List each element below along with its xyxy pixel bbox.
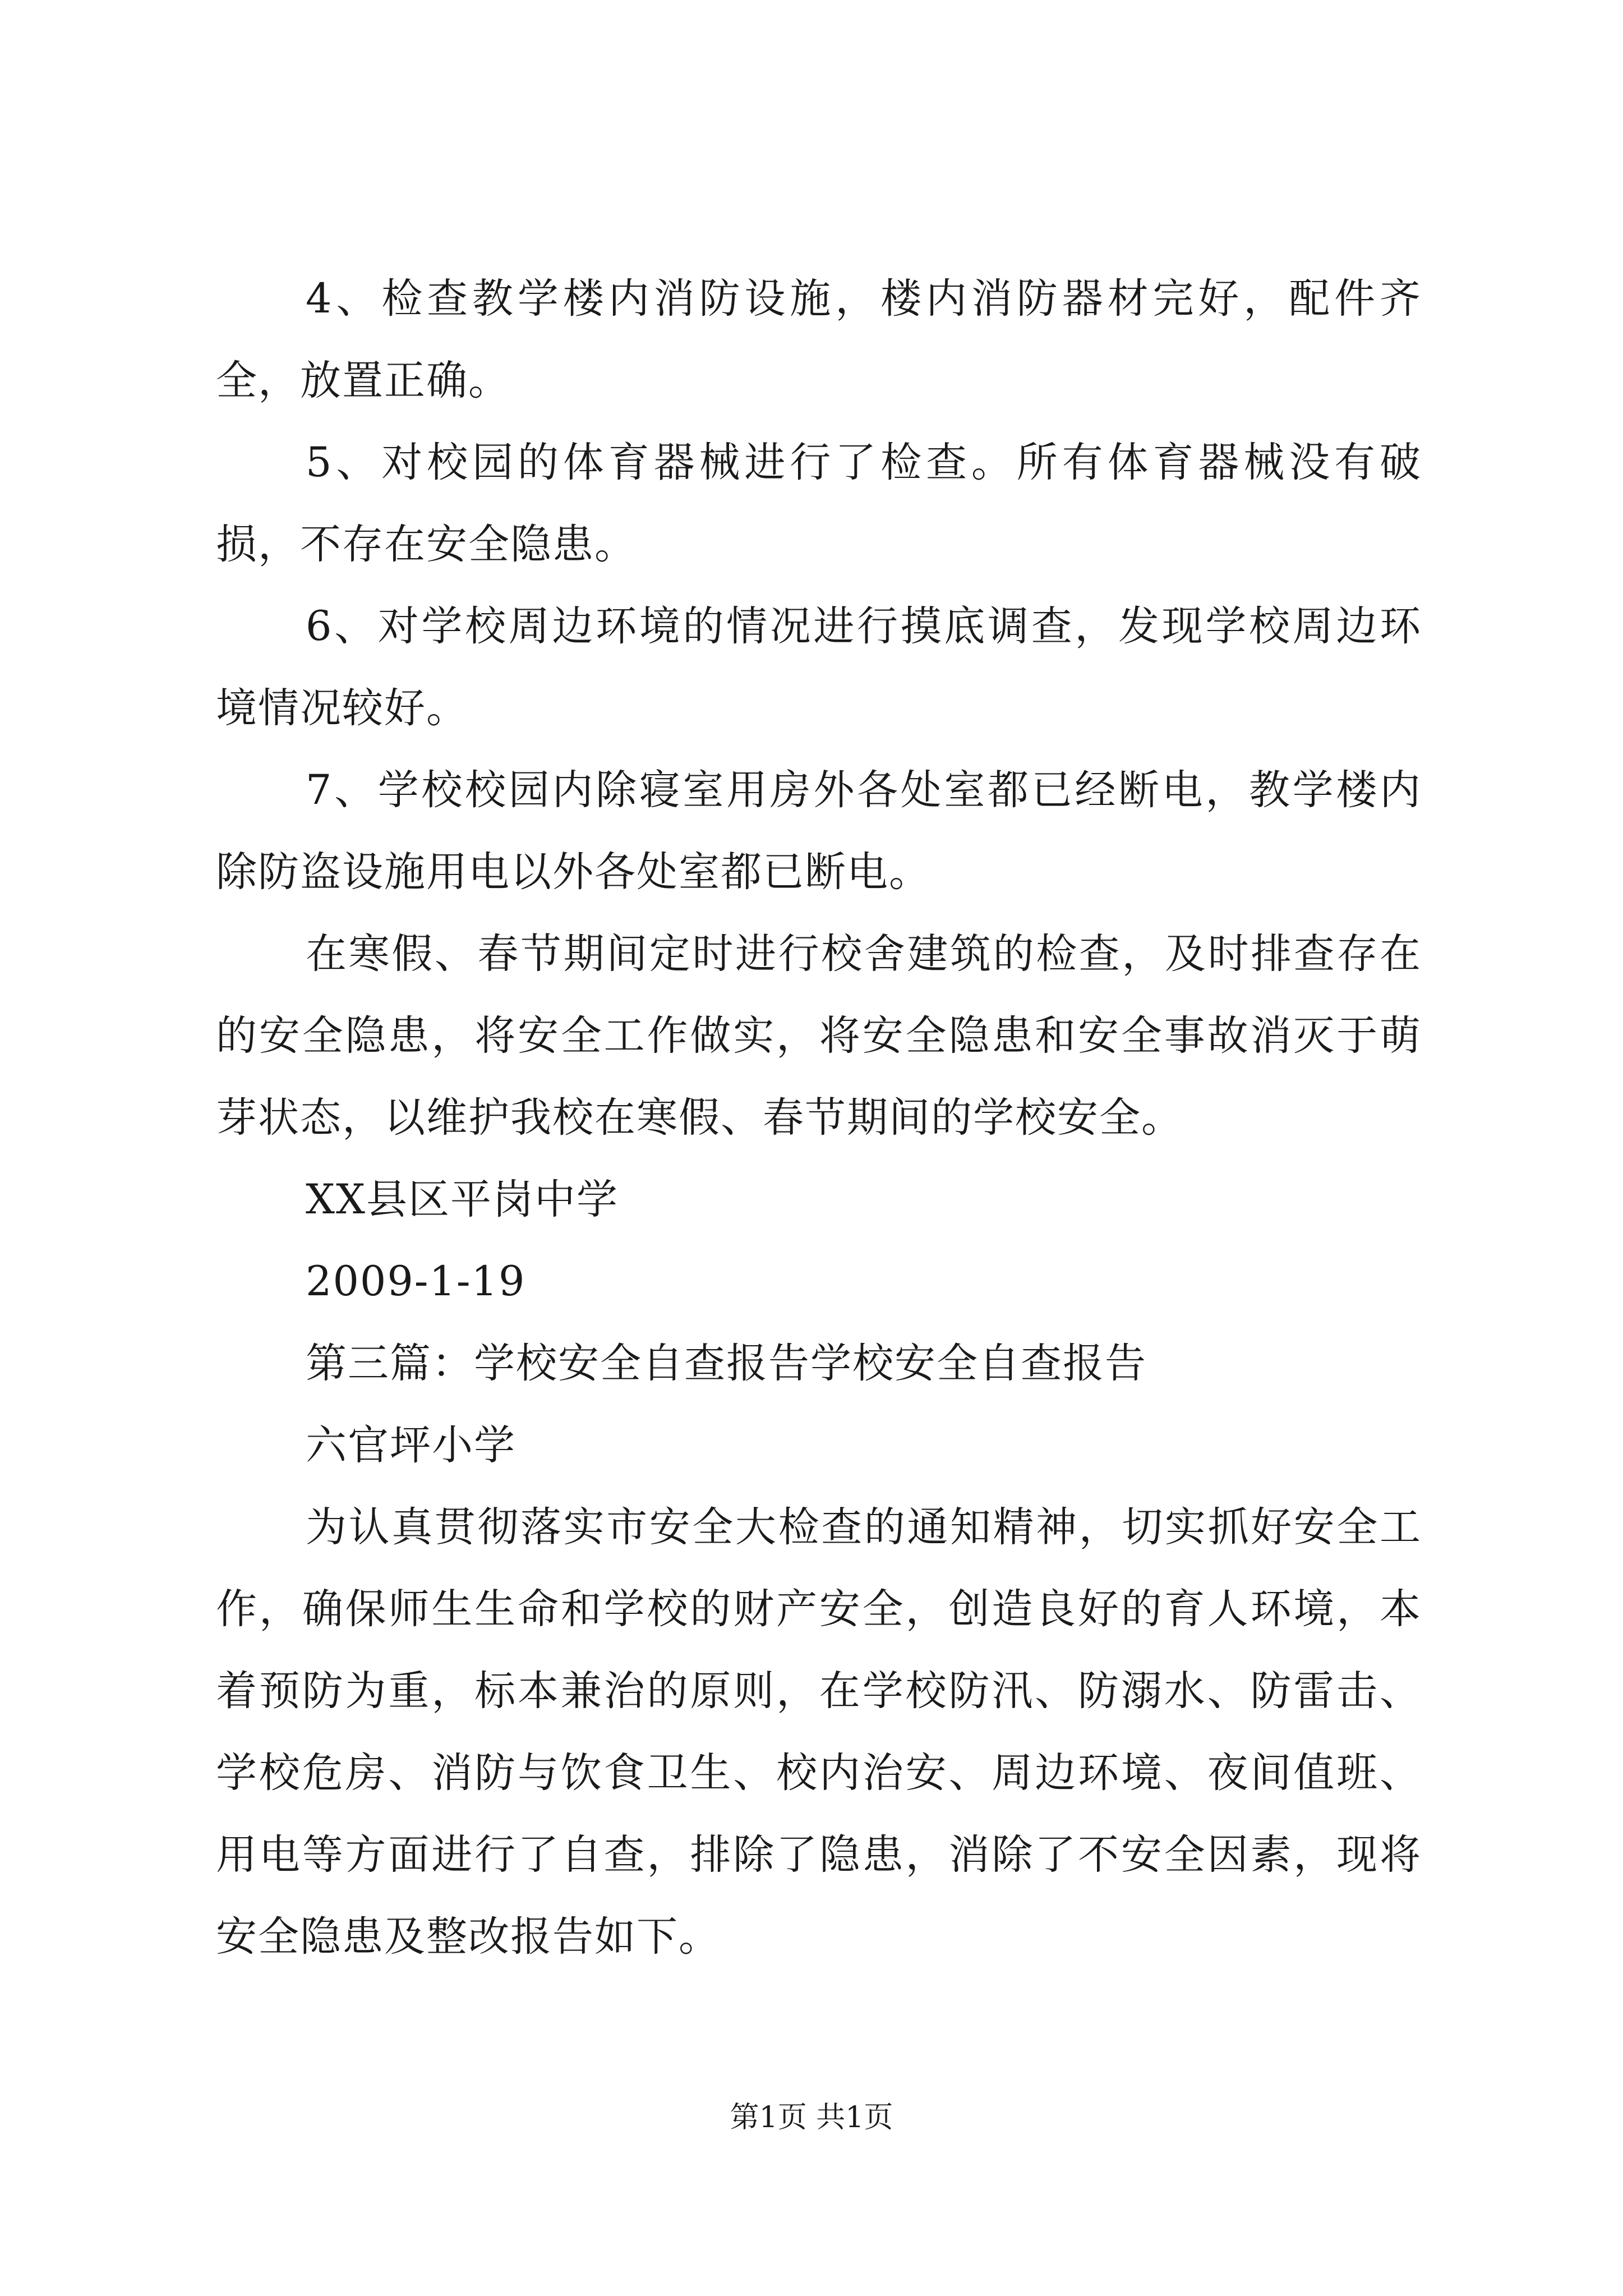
paragraph-intro: 为认真贯彻落实市安全大检查的通知精神，切实抓好安全工作，确保师生生命和学校的财产安全，创造良好的育人环境，本着预防为重，标本兼治的原则，在学校防汛、防溺水、防雷击、学校危房、消防与饮食卫生、校内治安、周边环境、夜间值班、用电等方面进行了自查，排除了隐患，消除了不安全因素，现将安全隐患及整改报告如下。 [216,1503,1422,1961]
paragraph-item-6: 6、对学校周边环境的情况进行摸底调查，发现学校周边环境情况较好。 [216,602,1422,732]
page-footer [0,2101,1623,2134]
paragraph-summary: 在寒假、春节期间定时进行校舍建筑的检查，及时排查存在的安全隐患，将安全工作做实，将安全隐患和安全事故消灭于萌芽状态，以维护我校在寒假、春节期间的学校安全。 [216,930,1422,1142]
paragraph-item-5: 5、对校园的体育器械进行了检查。所有体育器械没有破损，不存在安全隐患。 [216,439,1422,568]
signature-date: 2009-1-19 [306,1258,526,1305]
page-number-label: 第1页 共1页 [730,2101,893,2134]
paragraph-item-7: 7、学校校园内除寝室用房外各处室都已经断电，教学楼内除防盗设施用电以外各处室都已断电。 [216,766,1422,896]
section-school-name: 六官坪小学 [306,1421,516,1469]
document-body [216,258,1422,1978]
section-heading: 第三篇：学校安全自查报告学校安全自查报告 [306,1340,1147,1387]
signature-school: XX县区平岗中学 [306,1176,619,1223]
paragraph-item-4: 4、检查教学楼内消防设施，楼内消防器材完好，配件齐全，放置正确。 [216,275,1422,404]
